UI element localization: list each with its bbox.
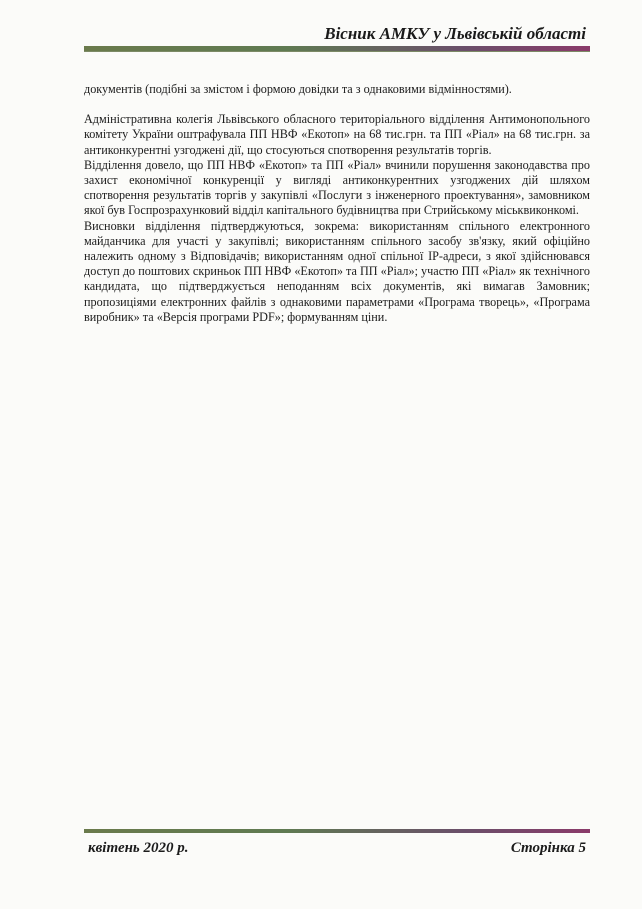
footer-rule xyxy=(84,829,590,833)
paragraph: Адміністративна колегія Львівського обласного територіального відділення Антимонопольного комітету України оштрафувала ПП НВФ «Екотоп» на 68 тис.грн. та ПП «Ріал» на 68 тис.грн. за антиконкурентні узгоджені дії, що стосуються спотворення результатів торгів. xyxy=(84,112,590,157)
issue-date: квітень 2020 р. xyxy=(88,840,189,856)
bulletin-title: Вісник АМКУ у Львівській області xyxy=(324,24,586,43)
paragraph: Відділення довело, що ПП НВФ «Екотоп» та ПП «Ріал» вчинили порушення законодавства про захист економічної конкуренції у вигляді антиконкурентних узгоджених дій шляхом спотворення результатів торгів у закупівлі «Послуги з інженерного проектування», замовником якої був Госпрозрахунковий відділ капітального будівництва при Стрийському міськвиконкомі. xyxy=(84,157,590,218)
page-number: Сторінка 5 xyxy=(510,840,586,856)
article-body xyxy=(84,82,590,325)
paragraph: Висновки відділення підтверджуються, зокрема: використанням спільного електронного майданчика для участі у закупівлі; використанням спільного засобу зв'язку, який офіційно належить одному з Відповідачів; використанням одної спільної IP-адреси, з якої здійснювався доступ до поштових скриньок ПП НВФ «Екотоп» та ПП «Ріал»; участю ПП «Ріал» як технічного кандидата, що підтверджується неподанням всіх документів, які вимагав Замовник; пропозиціями електронних файлів з однаковими параметрами «Програма творець», «Програма виробник» та «Версія програми PDF»; формуванням ціни. xyxy=(84,218,590,324)
header-rule-thin xyxy=(84,51,590,52)
paragraph: документів (подібні за змістом і формою довідки та з однаковими відмінностями). xyxy=(84,82,512,96)
